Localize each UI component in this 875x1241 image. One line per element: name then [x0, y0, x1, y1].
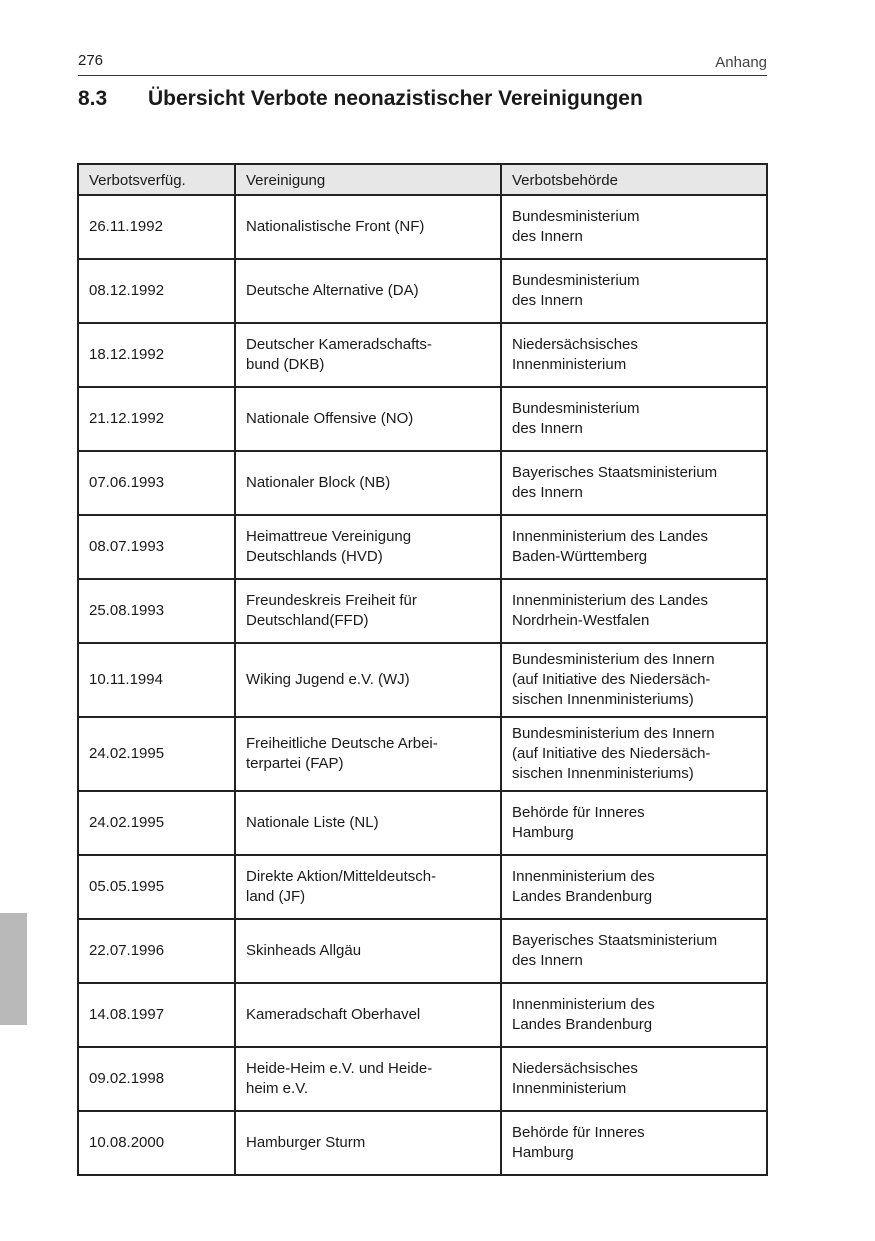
table-row: [78, 515, 767, 579]
cell-organization: [235, 791, 501, 855]
table-row: [78, 451, 767, 515]
table-row: [78, 643, 767, 717]
cell-authority-line: Bundesministerium: [512, 272, 640, 289]
cell-authority-line: Baden-Württemberg: [512, 548, 648, 565]
cell-organization: [235, 1047, 501, 1111]
cell-authority-line: Behörde für Inneres: [512, 1124, 645, 1141]
cell-ban-date: 05.05.1995: [78, 855, 235, 919]
cell-organization-line: Freundeskreis Freiheit für: [246, 592, 417, 609]
cell-ban-date: 14.08.1997: [78, 983, 235, 1047]
table-row: [78, 195, 767, 259]
cell-ban-date: 10.11.1994: [78, 643, 235, 717]
table-row: [78, 717, 767, 791]
cell-ban-date: 08.12.1992: [78, 259, 235, 323]
cell-authority: [501, 323, 767, 387]
cell-organization-line: Deutschland(FFD): [246, 612, 369, 629]
cell-authority-line: Landes Brandenburg: [512, 888, 653, 905]
cell-authority-line: Innenministerium: [512, 356, 627, 373]
table-body: [78, 195, 767, 1175]
cell-organization: [235, 323, 501, 387]
cell-authority: [501, 259, 767, 323]
table-row: [78, 1047, 767, 1111]
cell-organization-line: Hamburger Sturm: [246, 1134, 366, 1151]
table-row: [78, 323, 767, 387]
cell-authority-line: des Innern: [512, 952, 583, 969]
cell-authority: [501, 643, 767, 717]
cell-authority-line: Landes Brandenburg: [512, 1016, 653, 1033]
cell-authority-line: Niedersächsisches: [512, 1060, 638, 1077]
cell-organization: [235, 515, 501, 579]
cell-ban-date: 24.02.1995: [78, 791, 235, 855]
ban-table: [77, 163, 768, 1176]
cell-organization: [235, 643, 501, 717]
cell-ban-date: 22.07.1996: [78, 919, 235, 983]
cell-authority-line: Innenministerium des Landes: [512, 592, 708, 609]
cell-organization-line: Skinheads Allgäu: [246, 942, 362, 959]
cell-organization-line: Heimattreue Vereinigung: [246, 528, 412, 545]
cell-ban-date: 26.11.1992: [78, 195, 235, 259]
table-row: [78, 983, 767, 1047]
cell-organization: [235, 259, 501, 323]
cell-organization-line: Nationaler Block (NB): [246, 474, 391, 491]
cell-authority: [501, 919, 767, 983]
cell-authority-line: Bundesministerium: [512, 208, 640, 225]
cell-authority: [501, 515, 767, 579]
cell-authority-line: Behörde für Inneres: [512, 804, 645, 821]
section-title: Übersicht Verbote neonazistischer Vereinigungen: [148, 87, 643, 110]
cell-authority-line: Nordrhein-Westfalen: [512, 612, 650, 629]
cell-authority-line: des Innern: [512, 292, 583, 309]
cell-ban-date: 18.12.1992: [78, 323, 235, 387]
cell-organization: [235, 579, 501, 643]
table-row: [78, 919, 767, 983]
cell-organization: [235, 451, 501, 515]
cell-ban-date: 07.06.1993: [78, 451, 235, 515]
section-heading: [78, 87, 643, 111]
cell-authority-line: Bayerisches Staatsministerium: [512, 932, 718, 949]
cell-authority-line: (auf Initiative des Niedersäch-: [512, 745, 711, 762]
cell-organization-line: Kameradschaft Oberhavel: [246, 1006, 421, 1023]
cell-authority: [501, 579, 767, 643]
cell-organization: [235, 717, 501, 791]
cell-organization-line: Nationale Offensive (NO): [246, 410, 414, 427]
cell-authority: [501, 791, 767, 855]
cell-organization-line: Heide-Heim e.V. und Heide-: [246, 1060, 433, 1077]
cell-ban-date: 21.12.1992: [78, 387, 235, 451]
table-row: [78, 579, 767, 643]
cell-authority-line: sischen Innenministeriums): [512, 765, 694, 782]
cell-organization-line: land (JF): [246, 888, 306, 905]
cell-authority-line: Innenministerium des: [512, 868, 655, 885]
cell-authority-line: Bundesministerium des Innern: [512, 651, 715, 668]
cell-organization: [235, 919, 501, 983]
cell-ban-date: 10.08.2000: [78, 1111, 235, 1175]
cell-authority-line: des Innern: [512, 484, 583, 501]
cell-authority-line: Bundesministerium: [512, 400, 640, 417]
cell-authority-line: Hamburg: [512, 824, 574, 841]
cell-ban-date: 25.08.1993: [78, 579, 235, 643]
cell-organization: [235, 1111, 501, 1175]
cell-authority-line: des Innern: [512, 420, 583, 437]
cell-organization: [235, 195, 501, 259]
cell-authority: [501, 1047, 767, 1111]
table-row: [78, 259, 767, 323]
cell-authority-line: Innenministerium: [512, 1080, 627, 1097]
cell-authority: [501, 195, 767, 259]
cell-organization-line: Wiking Jugend e.V. (WJ): [246, 671, 410, 688]
cell-authority-line: Bundesministerium des Innern: [512, 725, 715, 742]
cell-authority-line: Innenministerium des: [512, 996, 655, 1013]
cell-authority-line: Innenministerium des Landes: [512, 528, 708, 545]
cell-organization-line: Deutscher Kameradschafts-: [246, 336, 432, 353]
cell-authority: [501, 983, 767, 1047]
page-header: [78, 50, 767, 76]
cell-organization: [235, 983, 501, 1047]
cell-organization-line: Direkte Aktion/Mitteldeutsch-: [246, 868, 437, 885]
cell-authority-line: (auf Initiative des Niedersäch-: [512, 671, 711, 688]
table-header-row: [78, 164, 767, 195]
cell-organization: [235, 855, 501, 919]
column-header-authority: Verbotsbehörde: [501, 164, 767, 195]
cell-authority: [501, 717, 767, 791]
cell-authority: [501, 451, 767, 515]
section-number: 8.3: [78, 87, 108, 110]
column-header-date: Verbotsverfüg.: [78, 164, 235, 195]
cell-organization-line: heim e.V.: [246, 1080, 308, 1097]
table-row: [78, 387, 767, 451]
cell-organization-line: Deutsche Alternative (DA): [246, 282, 419, 299]
cell-organization-line: Deutschlands (HVD): [246, 548, 383, 565]
cell-authority: [501, 387, 767, 451]
column-header-organization: Vereinigung: [235, 164, 501, 195]
cell-authority: [501, 1111, 767, 1175]
cell-authority-line: sischen Innenministeriums): [512, 691, 694, 708]
cell-authority-line: Niedersächsisches: [512, 336, 638, 353]
cell-organization-line: Freiheitliche Deutsche Arbei-: [246, 735, 438, 752]
table-row: [78, 791, 767, 855]
cell-organization-line: bund (DKB): [246, 356, 325, 373]
cell-authority-line: Hamburg: [512, 1144, 574, 1161]
cell-authority-line: Bayerisches Staatsministerium: [512, 464, 718, 481]
cell-authority: [501, 855, 767, 919]
cell-organization-line: Nationale Liste (NL): [246, 814, 379, 831]
cell-ban-date: 24.02.1995: [78, 717, 235, 791]
cell-organization-line: terpartei (FAP): [246, 755, 344, 772]
chapter-thumb-tab: [0, 913, 27, 1025]
cell-authority-line: des Innern: [512, 228, 583, 245]
cell-organization: [235, 387, 501, 451]
cell-organization-line: Nationalistische Front (NF): [246, 218, 425, 235]
running-head: Anhang: [715, 54, 767, 71]
table-row: [78, 855, 767, 919]
cell-ban-date: 09.02.1998: [78, 1047, 235, 1111]
table-row: [78, 1111, 767, 1175]
page-number: 276: [78, 52, 104, 69]
cell-ban-date: 08.07.1993: [78, 515, 235, 579]
